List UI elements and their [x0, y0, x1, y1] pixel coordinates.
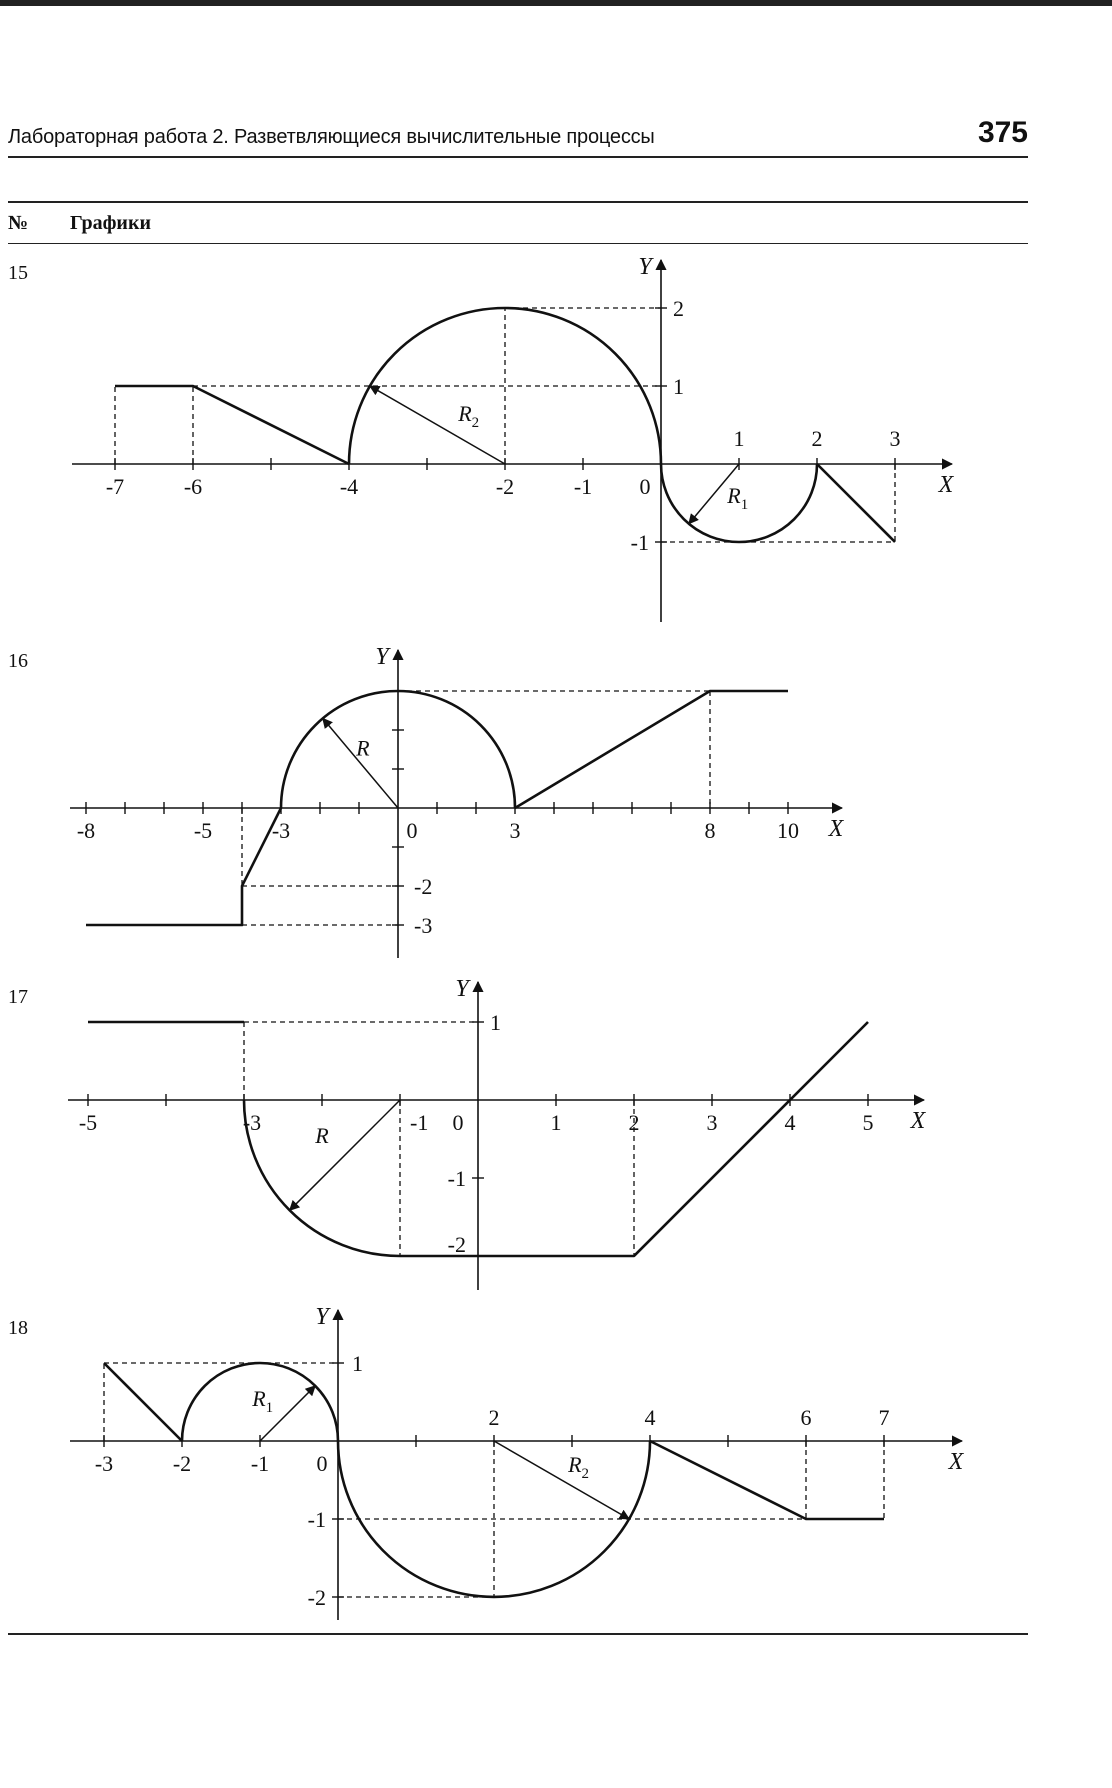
y-axis-label: Y — [315, 1304, 329, 1330]
x-tick-label: -1 — [410, 1110, 429, 1135]
y-tick-label: 2 — [673, 296, 684, 321]
x-tick-label: -1 — [250, 1451, 270, 1476]
graph-line-segment — [86, 808, 281, 925]
y-tick-label: -3 — [414, 913, 433, 938]
radius-label-r2: $R_2$ — [458, 401, 480, 432]
y-tick-label: -2 — [414, 874, 433, 899]
y-tick-label: -1 — [307, 1507, 326, 1532]
row-number-16: 16 — [8, 650, 28, 672]
y-axis-label: Y — [375, 644, 389, 670]
radius-r-arrow — [290, 1100, 400, 1210]
x-tick-label: -1 — [573, 474, 593, 499]
graph-line-segment — [650, 1441, 884, 1519]
x-axis-label: X — [948, 1449, 964, 1475]
y-axis-label: Y — [638, 254, 652, 280]
x-tick-label: -5 — [193, 818, 213, 843]
y-axis-label: Y — [455, 976, 469, 1002]
row-number-18: 18 — [8, 1317, 28, 1339]
x-tick-label: -3 — [94, 1451, 114, 1476]
x-tick-label: -4 — [339, 474, 359, 499]
y-tick-label: 1 — [490, 1010, 501, 1035]
x-tick-label: 0 — [452, 1110, 464, 1135]
radius-label-r2: $R_2$ — [568, 1452, 590, 1483]
radius-r2-arrow — [370, 386, 505, 464]
x-tick-label: -7 — [105, 474, 125, 499]
column-header-number: № — [8, 212, 29, 234]
y-tick-label: 1 — [352, 1351, 363, 1376]
x-tick-label: -6 — [183, 474, 203, 499]
y-tick-label: -2 — [307, 1585, 326, 1610]
x-axis-label: X — [910, 1108, 926, 1134]
x-tick-label: 6 — [800, 1405, 812, 1430]
radius-label-r1: $R_1$ — [727, 483, 749, 513]
x-tick-label: 2 — [488, 1405, 500, 1430]
x-tick-label: 10 — [777, 818, 799, 843]
graph-line-segment — [115, 386, 349, 464]
x-tick-label: 3 — [706, 1110, 718, 1135]
x-tick-label: 2 — [628, 1110, 640, 1135]
radius-label-r: R — [315, 1122, 329, 1148]
x-tick-label: -3 — [242, 1110, 262, 1135]
graph-18 — [70, 1304, 965, 1620]
x-tick-label: 3 — [509, 818, 521, 843]
x-tick-label: -2 — [495, 474, 515, 499]
x-tick-label: 0 — [316, 1451, 328, 1476]
x-tick-label: 2 — [811, 426, 823, 451]
column-header-graphs: Графики — [70, 212, 151, 234]
y-tick-label: -2 — [447, 1232, 466, 1257]
x-tick-label: 0 — [639, 474, 651, 499]
x-tick-label: 3 — [889, 426, 901, 451]
y-tick-label: 1 — [673, 374, 684, 399]
x-axis-label: X — [938, 472, 954, 498]
graph-line-segment — [817, 464, 895, 542]
row-number-17: 17 — [8, 986, 28, 1008]
radius-r2-arrow — [494, 1441, 629, 1519]
x-tick-label: -3 — [271, 818, 291, 843]
x-tick-label: -2 — [172, 1451, 192, 1476]
x-axis-label: X — [828, 816, 844, 842]
running-title: Лабораторная работа 2. Разветвляющиеся вычислительные процессы — [8, 126, 655, 148]
x-tick-label: 0 — [406, 818, 418, 843]
graph-line-segment — [104, 1363, 182, 1441]
x-tick-label: 4 — [644, 1405, 656, 1430]
radius-label-r: R — [356, 735, 370, 761]
x-tick-label: 7 — [878, 1405, 890, 1430]
page-number: 375 — [977, 116, 1028, 149]
graph-17 — [68, 976, 927, 1290]
x-tick-label: -8 — [76, 818, 96, 843]
x-tick-label: 1 — [733, 426, 745, 451]
x-tick-label: -5 — [78, 1110, 98, 1135]
x-tick-label: 4 — [784, 1110, 796, 1135]
graph-16 — [70, 644, 845, 958]
graph-15 — [72, 254, 955, 622]
graph-line-segment — [515, 691, 788, 808]
y-tick-label: -1 — [447, 1166, 466, 1191]
y-tick-label: -1 — [630, 530, 649, 555]
x-tick-label: 5 — [862, 1110, 874, 1135]
x-tick-label: 8 — [704, 818, 716, 843]
x-tick-label: 1 — [550, 1110, 562, 1135]
radius-r-arrow — [323, 718, 398, 808]
radius-label-r1: $R_1$ — [252, 1385, 274, 1416]
row-number-15: 15 — [8, 262, 28, 284]
